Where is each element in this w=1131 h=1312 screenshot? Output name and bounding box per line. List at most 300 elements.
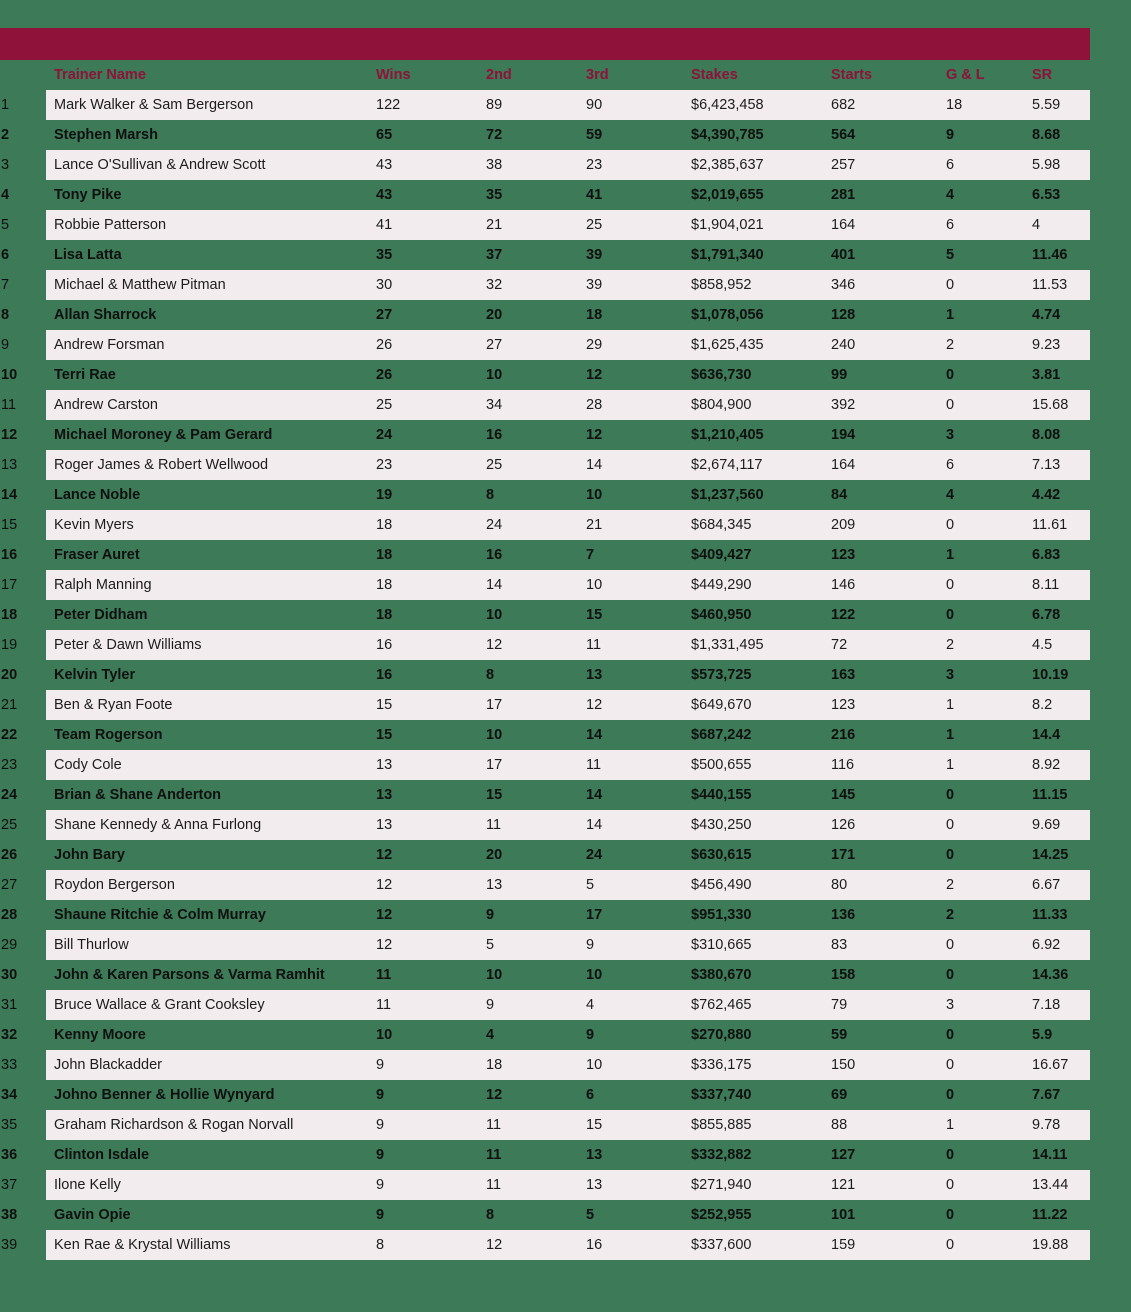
table-row[interactable] — [0, 660, 1090, 690]
table-row[interactable] — [0, 570, 1090, 600]
cell-starts: 84 — [831, 480, 946, 510]
cell-rank: 12 — [1, 427, 18, 443]
cell-wins: 10 — [376, 1020, 486, 1050]
cell-gl: 18 — [946, 90, 1032, 120]
cell-gl: 0 — [946, 390, 1032, 420]
cell-gl: 0 — [946, 960, 1032, 990]
column-header-2nd: 2nd — [486, 67, 512, 83]
cell-3rd: 39 — [586, 240, 691, 270]
cell-sr: 10.19 — [1032, 660, 1090, 690]
cell-starts: 69 — [831, 1080, 946, 1110]
cell-stakes: $409,427 — [691, 540, 831, 570]
table-row[interactable] — [0, 1020, 1090, 1050]
cell-stakes: $2,019,655 — [691, 180, 831, 210]
table-row[interactable] — [0, 720, 1090, 750]
cell-3rd: 10 — [586, 960, 691, 990]
cell-sr: 9.78 — [1032, 1110, 1090, 1140]
cell-stakes: $380,670 — [691, 960, 831, 990]
table-row[interactable] — [0, 1050, 1090, 1080]
cell-rank: 23 — [1, 757, 18, 773]
cell-wins: 43 — [376, 150, 486, 180]
cell-2nd: 10 — [486, 960, 586, 990]
cell-trainer-name: Terri Rae — [46, 360, 376, 390]
cell-2nd: 17 — [486, 690, 586, 720]
cell-3rd: 6 — [586, 1080, 691, 1110]
cell-starts: 83 — [831, 930, 946, 960]
column-header-stakes: Stakes — [691, 67, 738, 83]
cell-wins: 9 — [376, 1140, 486, 1170]
cell-stakes: $336,175 — [691, 1050, 831, 1080]
table-row[interactable] — [0, 1110, 1090, 1140]
cell-rank: 18 — [1, 607, 18, 623]
cell-sr: 7.13 — [1032, 450, 1090, 480]
cell-trainer-name: Andrew Carston — [46, 390, 376, 420]
cell-gl: 9 — [946, 120, 1032, 150]
cell-gl: 0 — [946, 1230, 1032, 1260]
table-row[interactable] — [0, 870, 1090, 900]
cell-2nd: 10 — [486, 720, 586, 750]
table-row[interactable] — [0, 450, 1090, 480]
cell-sr: 5.98 — [1032, 150, 1090, 180]
cell-2nd: 14 — [486, 570, 586, 600]
cell-starts: 392 — [831, 390, 946, 420]
cell-2nd: 9 — [486, 990, 586, 1020]
cell-starts: 346 — [831, 270, 946, 300]
cell-wins: 15 — [376, 690, 486, 720]
cell-2nd: 11 — [486, 810, 586, 840]
cell-2nd: 72 — [486, 120, 586, 150]
cell-2nd: 11 — [486, 1110, 586, 1140]
cell-trainer-name: Kevin Myers — [46, 510, 376, 540]
cell-starts: 150 — [831, 1050, 946, 1080]
cell-stakes: $951,330 — [691, 900, 831, 930]
cell-sr: 5.9 — [1032, 1020, 1090, 1050]
cell-3rd: 10 — [586, 570, 691, 600]
cell-sr: 11.46 — [1032, 240, 1090, 270]
column-header-starts: Starts — [831, 67, 873, 83]
cell-trainer-name: Bruce Wallace & Grant Cooksley — [46, 990, 376, 1020]
cell-3rd: 11 — [586, 630, 691, 660]
cell-gl: 0 — [946, 930, 1032, 960]
cell-stakes: $1,078,056 — [691, 300, 831, 330]
table-row[interactable] — [0, 960, 1090, 990]
cell-starts: 240 — [831, 330, 946, 360]
cell-trainer-name: John & Karen Parsons & Varma Ramhit — [46, 960, 376, 990]
table-row[interactable] — [0, 1080, 1090, 1110]
table-row[interactable] — [0, 900, 1090, 930]
table-row[interactable] — [0, 390, 1090, 420]
cell-wins: 23 — [376, 450, 486, 480]
cell-sr: 8.08 — [1032, 420, 1090, 450]
table-row[interactable] — [0, 270, 1090, 300]
cell-wins: 19 — [376, 480, 486, 510]
cell-rank: 17 — [1, 577, 18, 593]
cell-stakes: $252,955 — [691, 1200, 831, 1230]
cell-rank: 38 — [1, 1207, 18, 1223]
cell-trainer-name: Ben & Ryan Foote — [46, 690, 376, 720]
cell-stakes: $630,615 — [691, 840, 831, 870]
cell-2nd: 8 — [486, 1200, 586, 1230]
cell-gl: 3 — [946, 660, 1032, 690]
cell-wins: 15 — [376, 720, 486, 750]
cell-3rd: 59 — [586, 120, 691, 150]
cell-2nd: 24 — [486, 510, 586, 540]
cell-trainer-name: Robbie Patterson — [46, 210, 376, 240]
table-row[interactable] — [0, 510, 1090, 540]
cell-3rd: 90 — [586, 90, 691, 120]
cell-gl: 0 — [946, 840, 1032, 870]
cell-starts: 80 — [831, 870, 946, 900]
cell-2nd: 13 — [486, 870, 586, 900]
cell-3rd: 23 — [586, 150, 691, 180]
table-row[interactable] — [0, 90, 1090, 120]
cell-wins: 16 — [376, 660, 486, 690]
cell-wins: 35 — [376, 240, 486, 270]
cell-2nd: 12 — [486, 1230, 586, 1260]
cell-rank: 20 — [1, 667, 18, 683]
cell-rank: 25 — [1, 817, 18, 833]
cell-trainer-name: Lisa Latta — [46, 240, 376, 270]
cell-starts: 123 — [831, 540, 946, 570]
cell-3rd: 14 — [586, 810, 691, 840]
cell-sr: 14.25 — [1032, 840, 1090, 870]
cell-gl: 0 — [946, 510, 1032, 540]
cell-wins: 13 — [376, 780, 486, 810]
cell-stakes: $687,242 — [691, 720, 831, 750]
cell-starts: 682 — [831, 90, 946, 120]
column-header-sr: SR — [1032, 67, 1053, 83]
leaderboard-table-wrapper — [0, 60, 1090, 1260]
cell-starts: 163 — [831, 660, 946, 690]
cell-2nd: 15 — [486, 780, 586, 810]
cell-rank: 28 — [1, 907, 18, 923]
cell-gl: 6 — [946, 150, 1032, 180]
table-row[interactable] — [0, 360, 1090, 390]
table-row[interactable] — [0, 210, 1090, 240]
cell-2nd: 17 — [486, 750, 586, 780]
cell-sr: 16.67 — [1032, 1050, 1090, 1080]
cell-starts: 194 — [831, 420, 946, 450]
cell-3rd: 10 — [586, 1050, 691, 1080]
cell-trainer-name: Ilone Kelly — [46, 1170, 376, 1200]
cell-gl: 4 — [946, 180, 1032, 210]
cell-stakes: $310,665 — [691, 930, 831, 960]
cell-rank: 16 — [1, 547, 18, 563]
table-row[interactable] — [0, 600, 1090, 630]
cell-3rd: 29 — [586, 330, 691, 360]
cell-wins: 18 — [376, 510, 486, 540]
cell-starts: 123 — [831, 690, 946, 720]
cell-gl: 0 — [946, 1080, 1032, 1110]
cell-wins: 65 — [376, 120, 486, 150]
cell-starts: 122 — [831, 600, 946, 630]
cell-trainer-name: John Bary — [46, 840, 376, 870]
table-row[interactable] — [0, 300, 1090, 330]
table-row[interactable] — [0, 120, 1090, 150]
cell-gl: 1 — [946, 540, 1032, 570]
cell-gl: 5 — [946, 240, 1032, 270]
cell-sr: 14.11 — [1032, 1140, 1090, 1170]
cell-sr: 14.36 — [1032, 960, 1090, 990]
table-row[interactable] — [0, 780, 1090, 810]
cell-starts: 158 — [831, 960, 946, 990]
cell-stakes: $6,423,458 — [691, 90, 831, 120]
cell-gl: 0 — [946, 270, 1032, 300]
cell-2nd: 10 — [486, 600, 586, 630]
cell-sr: 6.83 — [1032, 540, 1090, 570]
cell-rank: 5 — [1, 217, 10, 233]
table-row[interactable] — [0, 810, 1090, 840]
table-row[interactable] — [0, 1170, 1090, 1200]
table-row[interactable] — [0, 930, 1090, 960]
cell-gl: 0 — [946, 1020, 1032, 1050]
cell-2nd: 12 — [486, 630, 586, 660]
cell-trainer-name: Mark Walker & Sam Bergerson — [46, 90, 376, 120]
cell-2nd: 37 — [486, 240, 586, 270]
cell-gl: 6 — [946, 210, 1032, 240]
cell-stakes: $649,670 — [691, 690, 831, 720]
cell-rank: 4 — [1, 187, 10, 203]
cell-2nd: 35 — [486, 180, 586, 210]
cell-gl: 0 — [946, 1200, 1032, 1230]
cell-2nd: 25 — [486, 450, 586, 480]
cell-gl: 1 — [946, 690, 1032, 720]
cell-gl: 0 — [946, 360, 1032, 390]
cell-gl: 2 — [946, 630, 1032, 660]
cell-rank: 39 — [1, 1237, 18, 1253]
cell-sr: 3.81 — [1032, 360, 1090, 390]
cell-trainer-name: John Blackadder — [46, 1050, 376, 1080]
cell-trainer-name: Gavin Opie — [46, 1200, 376, 1230]
cell-3rd: 12 — [586, 420, 691, 450]
cell-sr: 13.44 — [1032, 1170, 1090, 1200]
cell-gl: 0 — [946, 780, 1032, 810]
cell-3rd: 5 — [586, 870, 691, 900]
cell-rank: 30 — [1, 967, 18, 983]
cell-rank: 36 — [1, 1147, 18, 1163]
cell-3rd: 14 — [586, 720, 691, 750]
cell-stakes: $332,882 — [691, 1140, 831, 1170]
cell-3rd: 15 — [586, 600, 691, 630]
cell-rank: 1 — [1, 97, 10, 113]
cell-stakes: $1,210,405 — [691, 420, 831, 450]
cell-sr: 6.78 — [1032, 600, 1090, 630]
cell-stakes: $684,345 — [691, 510, 831, 540]
cell-starts: 401 — [831, 240, 946, 270]
cell-sr: 8.11 — [1032, 570, 1090, 600]
cell-stakes: $1,904,021 — [691, 210, 831, 240]
cell-trainer-name: Tony Pike — [46, 180, 376, 210]
cell-3rd: 25 — [586, 210, 691, 240]
cell-gl: 3 — [946, 420, 1032, 450]
cell-gl: 0 — [946, 1170, 1032, 1200]
cell-starts: 257 — [831, 150, 946, 180]
cell-wins: 9 — [376, 1110, 486, 1140]
cell-3rd: 11 — [586, 750, 691, 780]
cell-starts: 209 — [831, 510, 946, 540]
cell-trainer-name: Ken Rae & Krystal Williams — [46, 1230, 376, 1260]
cell-gl: 0 — [946, 570, 1032, 600]
cell-trainer-name: Andrew Forsman — [46, 330, 376, 360]
cell-trainer-name: Kelvin Tyler — [46, 660, 376, 690]
cell-wins: 122 — [376, 90, 486, 120]
table-row[interactable] — [0, 180, 1090, 210]
cell-trainer-name: Ralph Manning — [46, 570, 376, 600]
cell-starts: 164 — [831, 210, 946, 240]
cell-stakes: $804,900 — [691, 390, 831, 420]
cell-trainer-name: Cody Cole — [46, 750, 376, 780]
cell-rank: 37 — [1, 1177, 18, 1193]
cell-stakes: $1,625,435 — [691, 330, 831, 360]
cell-sr: 8.2 — [1032, 690, 1090, 720]
cell-sr: 5.59 — [1032, 90, 1090, 120]
cell-trainer-name: Fraser Auret — [46, 540, 376, 570]
cell-stakes: $337,740 — [691, 1080, 831, 1110]
cell-sr: 7.67 — [1032, 1080, 1090, 1110]
cell-sr: 4.42 — [1032, 480, 1090, 510]
cell-3rd: 15 — [586, 1110, 691, 1140]
cell-stakes: $430,250 — [691, 810, 831, 840]
cell-trainer-name: Peter & Dawn Williams — [46, 630, 376, 660]
table-row[interactable] — [0, 240, 1090, 270]
cell-wins: 41 — [376, 210, 486, 240]
cell-wins: 12 — [376, 900, 486, 930]
cell-trainer-name: Graham Richardson & Rogan Norvall — [46, 1110, 376, 1140]
cell-sr: 7.18 — [1032, 990, 1090, 1020]
table-row[interactable] — [0, 630, 1090, 660]
cell-gl: 4 — [946, 480, 1032, 510]
cell-stakes: $2,385,637 — [691, 150, 831, 180]
cell-wins: 18 — [376, 600, 486, 630]
cell-wins: 11 — [376, 960, 486, 990]
cell-stakes: $456,490 — [691, 870, 831, 900]
cell-gl: 1 — [946, 750, 1032, 780]
cell-wins: 16 — [376, 630, 486, 660]
column-header-trainer-name: Trainer Name — [54, 67, 146, 83]
cell-2nd: 11 — [486, 1140, 586, 1170]
table-row[interactable] — [0, 1140, 1090, 1170]
table-header — [0, 60, 1090, 90]
cell-sr: 11.61 — [1032, 510, 1090, 540]
table-row[interactable] — [0, 330, 1090, 360]
cell-rank: 33 — [1, 1057, 18, 1073]
cell-stakes: $855,885 — [691, 1110, 831, 1140]
column-header-rank — [0, 60, 46, 90]
cell-gl: 3 — [946, 990, 1032, 1020]
cell-rank: 3 — [1, 157, 10, 173]
cell-rank: 34 — [1, 1087, 18, 1103]
cell-wins: 26 — [376, 330, 486, 360]
cell-trainer-name: Peter Didham — [46, 600, 376, 630]
cell-starts: 281 — [831, 180, 946, 210]
cell-sr: 4 — [1032, 210, 1090, 240]
cell-rank: 9 — [1, 337, 10, 353]
cell-3rd: 9 — [586, 1020, 691, 1050]
cell-rank: 32 — [1, 1027, 18, 1043]
table-row[interactable] — [0, 420, 1090, 450]
cell-wins: 9 — [376, 1080, 486, 1110]
cell-trainer-name: Shane Kennedy & Anna Furlong — [46, 810, 376, 840]
cell-wins: 9 — [376, 1050, 486, 1080]
table-row[interactable] — [0, 750, 1090, 780]
cell-rank: 14 — [1, 487, 18, 503]
cell-trainer-name: Team Rogerson — [46, 720, 376, 750]
cell-rank: 8 — [1, 307, 10, 323]
cell-sr: 11.53 — [1032, 270, 1090, 300]
cell-wins: 18 — [376, 570, 486, 600]
cell-wins: 43 — [376, 180, 486, 210]
table-row[interactable] — [0, 1230, 1090, 1260]
cell-3rd: 24 — [586, 840, 691, 870]
cell-starts: 79 — [831, 990, 946, 1020]
column-header-3rd: 3rd — [586, 67, 609, 83]
cell-3rd: 13 — [586, 660, 691, 690]
cell-stakes: $460,950 — [691, 600, 831, 630]
cell-gl: 1 — [946, 300, 1032, 330]
cell-gl: 0 — [946, 810, 1032, 840]
cell-3rd: 5 — [586, 1200, 691, 1230]
table-row[interactable] — [0, 840, 1090, 870]
cell-starts: 164 — [831, 450, 946, 480]
cell-stakes: $636,730 — [691, 360, 831, 390]
cell-gl: 0 — [946, 600, 1032, 630]
cell-2nd: 18 — [486, 1050, 586, 1080]
cell-2nd: 16 — [486, 540, 586, 570]
table-row[interactable] — [0, 690, 1090, 720]
cell-stakes: $1,237,560 — [691, 480, 831, 510]
cell-3rd: 13 — [586, 1140, 691, 1170]
cell-starts: 145 — [831, 780, 946, 810]
cell-sr: 4.5 — [1032, 630, 1090, 660]
cell-trainer-name: Kenny Moore — [46, 1020, 376, 1050]
cell-wins: 13 — [376, 810, 486, 840]
cell-sr: 15.68 — [1032, 390, 1090, 420]
cell-2nd: 4 — [486, 1020, 586, 1050]
cell-trainer-name: Michael & Matthew Pitman — [46, 270, 376, 300]
cell-starts: 216 — [831, 720, 946, 750]
cell-rank: 11 — [1, 397, 17, 413]
cell-sr: 9.23 — [1032, 330, 1090, 360]
cell-wins: 12 — [376, 840, 486, 870]
cell-trainer-name: Johno Benner & Hollie Wynyard — [46, 1080, 376, 1110]
cell-2nd: 20 — [486, 840, 586, 870]
cell-wins: 18 — [376, 540, 486, 570]
cell-sr: 6.92 — [1032, 930, 1090, 960]
table-body — [0, 90, 1090, 1260]
table-row[interactable] — [0, 480, 1090, 510]
cell-gl: 2 — [946, 330, 1032, 360]
cell-2nd: 89 — [486, 90, 586, 120]
cell-rank: 19 — [1, 637, 18, 653]
table-row[interactable] — [0, 540, 1090, 570]
table-row[interactable] — [0, 990, 1090, 1020]
cell-starts: 171 — [831, 840, 946, 870]
cell-3rd: 12 — [586, 360, 691, 390]
cell-2nd: 10 — [486, 360, 586, 390]
table-row[interactable] — [0, 1200, 1090, 1230]
cell-starts: 127 — [831, 1140, 946, 1170]
cell-gl: 6 — [946, 450, 1032, 480]
cell-stakes: $270,880 — [691, 1020, 831, 1050]
cell-stakes: $440,155 — [691, 780, 831, 810]
cell-starts: 564 — [831, 120, 946, 150]
cell-3rd: 14 — [586, 450, 691, 480]
cell-2nd: 8 — [486, 660, 586, 690]
cell-wins: 24 — [376, 420, 486, 450]
table-row[interactable] — [0, 150, 1090, 180]
cell-trainer-name: Clinton Isdale — [46, 1140, 376, 1170]
cell-3rd: 18 — [586, 300, 691, 330]
